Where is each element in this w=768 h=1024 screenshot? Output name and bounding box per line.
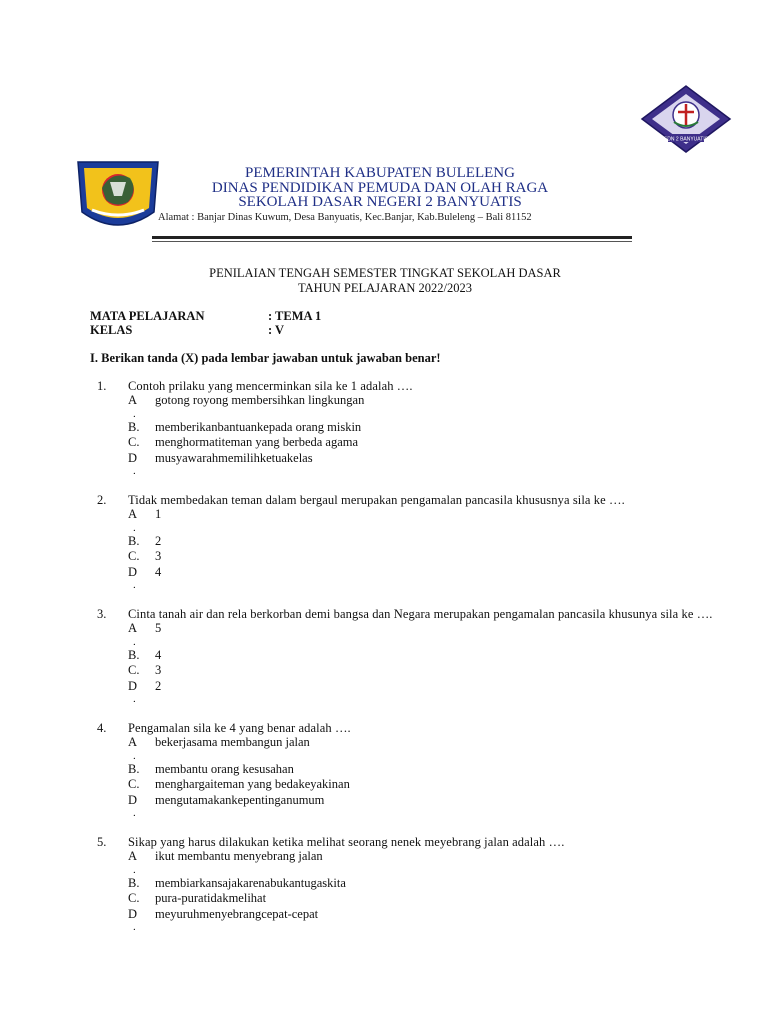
option-text: 5 bbox=[155, 621, 162, 635]
option-letter: A bbox=[128, 735, 138, 749]
option-letter: B. bbox=[128, 533, 140, 548]
option-text: pura-puratidakmelihat bbox=[155, 891, 267, 905]
option-text: membiarkansajakarenabukantugaskita bbox=[155, 875, 346, 890]
option-text: mengutamakankepentinganumum bbox=[155, 792, 325, 807]
option-letter: C. bbox=[128, 435, 140, 449]
subject-label: MATA PELAJARAN bbox=[90, 309, 205, 323]
option-letter: B. bbox=[128, 647, 140, 662]
option-letter: D bbox=[128, 792, 138, 807]
option-text: 2 bbox=[155, 678, 162, 693]
answer-option bbox=[97, 621, 717, 637]
option-letter: B. bbox=[128, 761, 140, 776]
answer-option bbox=[97, 735, 717, 751]
school-logo bbox=[640, 84, 732, 154]
question-head bbox=[97, 607, 717, 621]
gov-line-department: DINAS PENDIDIKAN PEMUDA DAN OLAH RAGA bbox=[211, 179, 549, 196]
question-number: 5. bbox=[97, 835, 107, 849]
option-text: menghormatiteman yang berbeda agama bbox=[155, 435, 359, 449]
exam-meta bbox=[90, 309, 321, 337]
option-text: musyawarahmemilihketuakelas bbox=[155, 450, 313, 465]
option-text: 2 bbox=[155, 533, 162, 548]
option-dot-artifact: . bbox=[133, 921, 136, 933]
option-text: 3 bbox=[155, 549, 162, 563]
answer-option bbox=[97, 393, 717, 409]
option-letter: D bbox=[128, 564, 138, 579]
option-dot-artifact: . bbox=[133, 749, 136, 762]
option-text: bekerjasama membangun jalan bbox=[155, 735, 310, 749]
meta-subject-row bbox=[90, 309, 321, 323]
option-letter: C. bbox=[128, 663, 140, 677]
option-letter: C. bbox=[128, 549, 140, 563]
subject-value: : TEMA 1 bbox=[268, 309, 322, 323]
answer-option bbox=[97, 907, 717, 923]
option-text: membantu orang kesusahan bbox=[155, 761, 294, 776]
school-address: Alamat : Banjar Dinas Kuwum, Desa Banyuatis, Kec.Banjar, Kab.Buleleng – Bali 81152 bbox=[158, 212, 532, 223]
answer-option bbox=[97, 793, 717, 809]
class-label: KELAS bbox=[90, 323, 133, 337]
option-letter: D bbox=[128, 678, 138, 693]
header-rule-thick bbox=[152, 236, 632, 239]
option-text: gotong royong membersihkan lingkungan bbox=[155, 393, 365, 407]
question-head bbox=[97, 721, 717, 735]
option-text: 3 bbox=[155, 663, 162, 677]
question-item bbox=[97, 835, 717, 933]
answer-option bbox=[97, 648, 717, 664]
letterhead-title bbox=[160, 166, 600, 210]
option-letter: D bbox=[128, 906, 138, 921]
option-letter: B. bbox=[128, 419, 140, 434]
question-number: 1. bbox=[97, 379, 107, 393]
option-letter: D bbox=[128, 450, 138, 465]
answer-option bbox=[97, 891, 717, 907]
question-item bbox=[97, 721, 717, 819]
option-dot-artifact: . bbox=[133, 863, 136, 876]
question-number: 2. bbox=[97, 493, 107, 507]
meta-class-row bbox=[90, 323, 321, 337]
question-text: Pengamalan sila ke 4 yang benar adalah …. bbox=[128, 721, 351, 735]
question-head bbox=[97, 493, 717, 507]
option-letter: A bbox=[128, 507, 138, 521]
answer-option bbox=[97, 762, 717, 778]
answer-option bbox=[97, 565, 717, 581]
buleleng-regency-logo bbox=[72, 160, 164, 232]
option-dot-artifact: . bbox=[133, 693, 136, 705]
gov-line-school: SEKOLAH DASAR NEGERI 2 BANYUATIS bbox=[238, 194, 522, 210]
answer-option bbox=[97, 876, 717, 892]
answer-option bbox=[97, 777, 717, 793]
answer-option bbox=[97, 420, 717, 436]
question-text: Tidak membedakan teman dalam bergaul merupakan pengamalan pancasila khususnya sila ke …. bbox=[128, 493, 625, 507]
gov-line-regency: PEMERINTAH KABUPATEN BULELENG bbox=[245, 165, 515, 181]
question-item bbox=[97, 379, 717, 477]
answer-option bbox=[97, 549, 717, 565]
question-item bbox=[97, 493, 717, 591]
question-text: Sikap yang harus dilakukan ketika melihat seorang nenek meyebrang jalan adalah …. bbox=[128, 835, 565, 849]
answer-option bbox=[97, 534, 717, 550]
answer-option bbox=[97, 507, 717, 523]
question-number: 3. bbox=[97, 607, 107, 621]
question-list bbox=[97, 379, 717, 949]
option-text: menghargaiteman yang bedakeyakinan bbox=[155, 777, 350, 791]
option-text: 4 bbox=[155, 564, 162, 579]
question-number: 4. bbox=[97, 721, 107, 735]
option-letter: B. bbox=[128, 875, 140, 890]
question-head bbox=[97, 379, 717, 393]
question-text: Contoh prilaku yang mencerminkan sila ke 1 adalah …. bbox=[128, 379, 413, 393]
answer-option bbox=[97, 849, 717, 865]
option-letter: A bbox=[128, 849, 138, 863]
header-rule-thin bbox=[152, 241, 632, 242]
option-dot-artifact: . bbox=[133, 407, 136, 420]
answer-option bbox=[97, 451, 717, 467]
answer-option bbox=[97, 679, 717, 695]
option-dot-artifact: . bbox=[133, 807, 136, 819]
option-letter: A bbox=[128, 393, 138, 407]
option-dot-artifact: . bbox=[133, 635, 136, 648]
option-text: ikut membantu menyebrang jalan bbox=[155, 849, 323, 863]
option-text: memberikanbantuankepada orang miskin bbox=[155, 419, 362, 434]
option-dot-artifact: . bbox=[133, 521, 136, 534]
question-item bbox=[97, 607, 717, 705]
option-text: 1 bbox=[155, 507, 162, 521]
option-letter: A bbox=[128, 621, 138, 635]
section-instruction: I. Berikan tanda (X) pada lembar jawaban untuk jawaban benar! bbox=[90, 351, 441, 365]
exam-title-line2: TAHUN PELAJARAN 2022/2023 bbox=[298, 281, 472, 295]
exam-title-line1: PENILAIAN TENGAH SEMESTER TINGKAT SEKOLAH DASAR bbox=[209, 266, 561, 280]
exam-title bbox=[90, 266, 680, 296]
question-text: Cinta tanah air dan rela berkorban demi bangsa dan Negara merupakan pengamalan pancasila khusunya sila ke …. bbox=[128, 607, 713, 621]
option-text: 4 bbox=[155, 647, 162, 662]
option-text: meyuruhmenyebrangcepat-cepat bbox=[155, 906, 319, 921]
option-letter: C. bbox=[128, 777, 140, 791]
answer-option bbox=[97, 663, 717, 679]
class-value: : V bbox=[268, 323, 285, 337]
school-logo-caption: SDN 2 BANYUATIS bbox=[663, 136, 709, 143]
option-dot-artifact: . bbox=[133, 465, 136, 477]
option-letter: C. bbox=[128, 891, 140, 905]
answer-option bbox=[97, 435, 717, 451]
option-dot-artifact: . bbox=[133, 579, 136, 591]
question-head bbox=[97, 835, 717, 849]
